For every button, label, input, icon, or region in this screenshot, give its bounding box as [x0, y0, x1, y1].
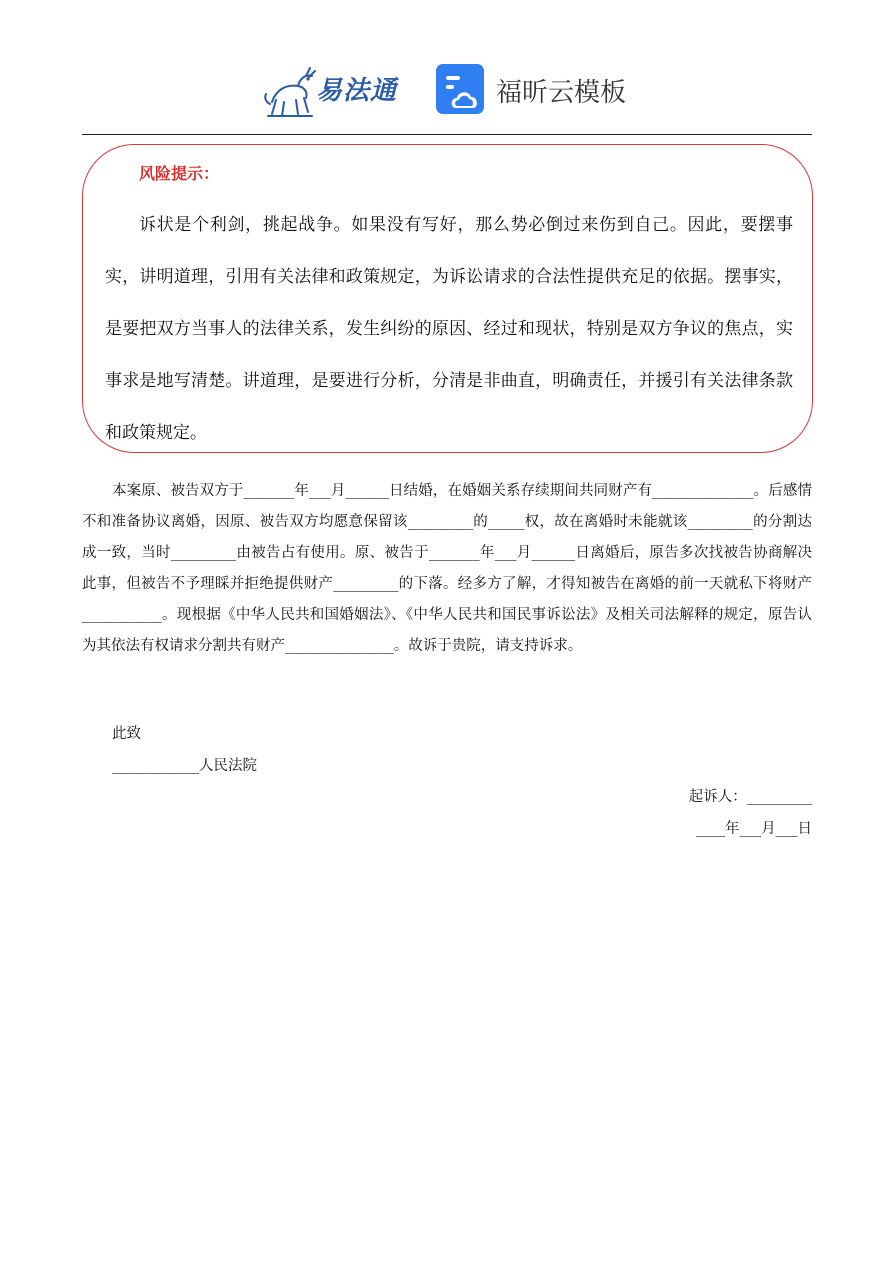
- date-line: ____年___月___日: [696, 821, 812, 837]
- page-header: [82, 58, 812, 136]
- foxit-cloud-icon: [436, 64, 488, 116]
- header-divider: [82, 134, 812, 135]
- foxit-template-logo: [436, 64, 636, 120]
- foxit-template-logo-text: 福昕云模板: [496, 78, 627, 108]
- risk-notice-title: 风险提示：: [139, 164, 220, 183]
- salutation: 此致: [112, 726, 141, 742]
- court-line: ____________人民法院: [112, 758, 257, 774]
- qilin-emblem-icon: [262, 62, 318, 120]
- complaint-body: 本案原、被告双方于_______年___月______日结婚，在婚姻关系存续期间共同财产有______________。后感情不和准备协议离婚，因原、被告双方均愿意保留该_________的_____权，故在离婚时未能就该_________的分割达成一致，当时_________由被告占有使用。原、被告于_______年___月______日离婚后，原告多次找被告协商解决此事，但被告不予理睬并拒绝提供财产_________的下落。经多方了解，才得知被告在离婚的前一天就私下将财产___________。现根据《中华人民共和国婚姻法》、《中华人民共和国民事诉讼法》及相关司法解释的规定，原告认为其依法有权请求分割共有财产_______________。故诉于贵院，请支持诉求。: [82, 483, 812, 654]
- risk-notice-body: 诉状是个利剑，挑起战争。如果没有写好，那么势必倒过来伤到自己。因此，要摆事实，讲明道理，引用有关法律和政策规定，为诉讼请求的合法性提供充足的依据。摆事实，是要把双方当事人的法律关系，发生纠纷的原因、经过和现状，特别是双方争议的焦点，实事求是地写清楚。讲道理，是要进行分析，分清是非曲直，明确责任，并援引有关法律条款和政策规定。: [105, 215, 793, 443]
- yifatong-logo-text: 易法通: [316, 76, 398, 106]
- plaintiff-signature-line: 起诉人：_________: [688, 789, 812, 805]
- yifatong-logo: [262, 62, 414, 120]
- risk-notice-box: [82, 144, 813, 453]
